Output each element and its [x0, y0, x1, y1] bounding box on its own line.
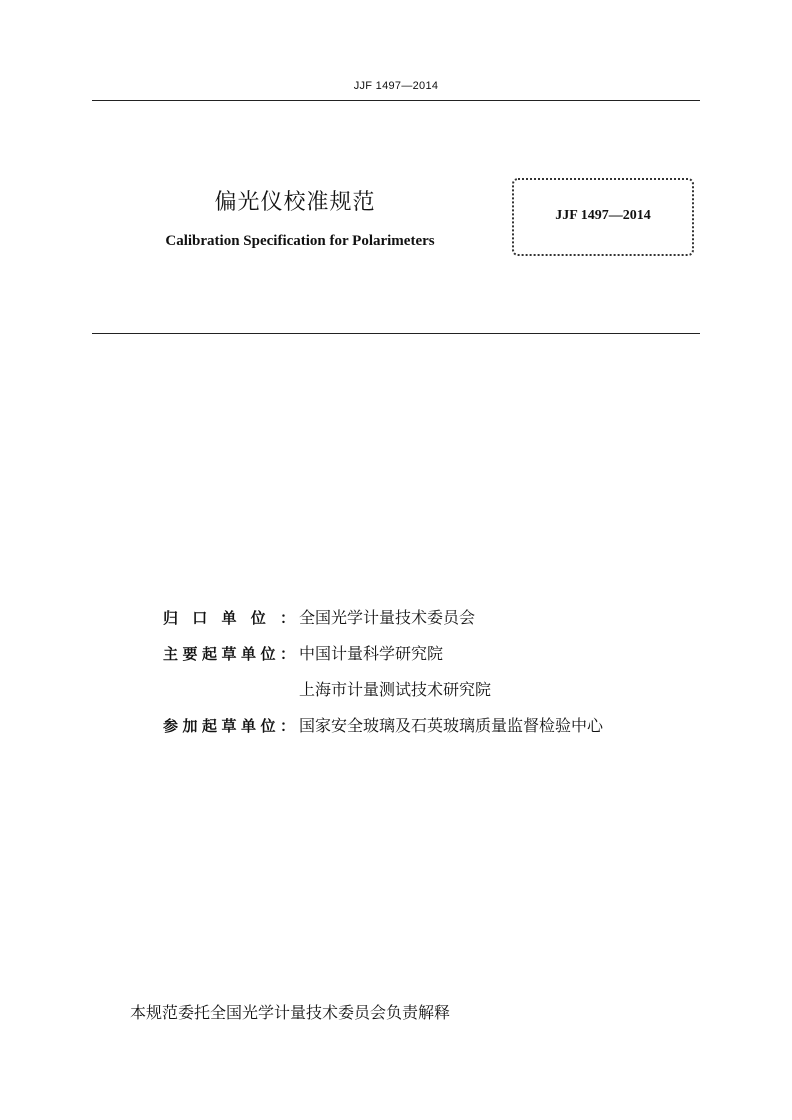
- document-title-chinese: 偏光仪校准规范: [214, 190, 376, 215]
- specification-code-box: [512, 178, 694, 256]
- org-row-participating-drafter: [163, 713, 683, 749]
- header-divider: [92, 100, 700, 101]
- org-value: 全国光学计量技术委员会: [299, 608, 476, 627]
- org-row-responsible: [163, 605, 683, 641]
- specification-code: JJF 1497—2014: [555, 208, 651, 223]
- organizations-block: [163, 605, 683, 749]
- running-header-code: JJF 1497—2014: [353, 80, 439, 92]
- org-value: 中国计量科学研究院: [299, 644, 444, 663]
- title-divider: [92, 333, 700, 334]
- org-label: 归口单位：: [163, 609, 295, 627]
- document-title-english: Calibration Specification for Polarimeters: [165, 233, 435, 249]
- org-label: 主要起草单位：: [163, 645, 295, 663]
- org-row-main-drafter-2: [163, 677, 683, 713]
- interpretation-note: 本规范委托全国光学计量技术委员会负责解释: [130, 1003, 451, 1022]
- org-value: 国家安全玻璃及石英玻璃质量监督检验中心: [299, 716, 604, 735]
- org-label: 参加起草单位：: [163, 717, 295, 735]
- org-row-main-drafter: [163, 641, 683, 677]
- org-value: 上海市计量测试技术研究院: [299, 680, 492, 699]
